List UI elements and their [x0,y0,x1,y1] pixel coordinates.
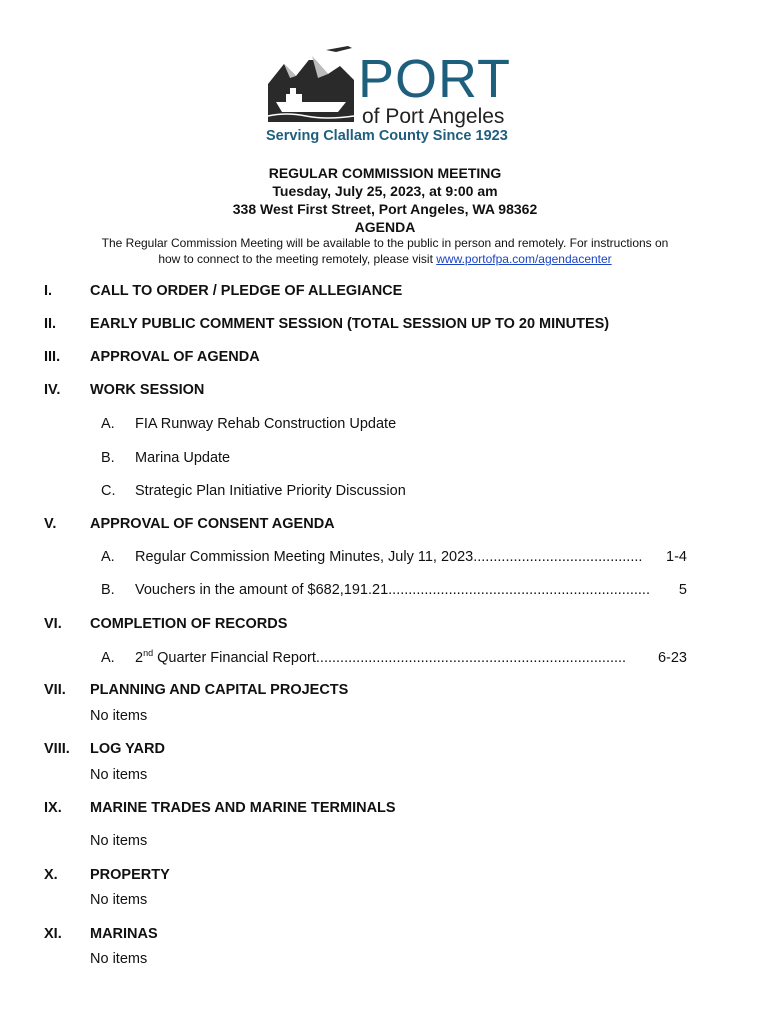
section-title: PLANNING AND CAPITAL PROJECTS [90,682,349,698]
section-number: III. [44,349,61,365]
section-title: MARINE TRADES AND MARINE TERMINALS [90,800,396,816]
item-letter: A. [101,549,115,565]
item-letter: A. [101,650,115,666]
logo-subtitle: of Port Angeles [362,105,505,128]
item-text-rest: Quarter Financial Report............................................................................. [153,650,627,666]
section-title: APPROVAL OF CONSENT AGENDA [90,516,335,532]
no-items-note: No items [90,708,148,724]
logo-word: PORT [358,49,512,109]
intro-line-2: how to connect to the meeting remotely, please visit [158,252,437,266]
item-letter: A. [101,416,115,432]
item-page: 1-4 [666,549,687,565]
intro-line-1: The Regular Commission Meeting will be available to the public in person and remotely. For instructions on [101,236,669,250]
section-number: VIII. [44,741,70,757]
section-number: IV. [44,382,61,398]
logo-tagline: Serving Clallam County Since 1923 [266,128,508,144]
meeting-date: Tuesday, July 25, 2023, at 9:00 am [272,183,498,199]
item-letter: B. [101,582,115,598]
item-text: FIA Runway Rehab Construction Update [135,416,397,432]
port-logo [266,44,512,144]
section-title: COMPLETION OF RECORDS [90,616,288,632]
item-text: Vouchers in the amount of $682,191.21................................................................. [135,582,650,598]
item-page: 5 [678,582,687,598]
no-items-note: No items [90,833,148,849]
section-title: WORK SESSION [90,382,205,398]
section-number: XI. [44,926,62,942]
intro-text [80,235,690,267]
ordinal-suffix: nd [143,648,154,659]
item-letter: C. [101,483,116,499]
section-title: MARINAS [90,926,158,942]
item-text: Marina Update [135,450,231,466]
section-title: LOG YARD [90,741,165,757]
section-number: VI. [44,616,62,632]
section-number: VII. [44,682,66,698]
no-items-note: No items [90,892,148,908]
no-items-note: No items [90,767,148,783]
section-title: APPROVAL OF AGENDA [90,349,260,365]
section-number: II. [44,316,57,332]
section-title: CALL TO ORDER / PLEDGE OF ALLEGIANCE [90,283,403,299]
agenda-heading: AGENDA [354,219,416,235]
section-title: EARLY PUBLIC COMMENT SESSION (TOTAL SESSION UP TO 20 MINUTES) [90,316,610,332]
meeting-address: 338 West First Street, Port Angeles, WA 98362 [232,201,538,217]
ordinal-number: 2 [135,650,144,666]
item-page: 6-23 [657,650,687,666]
section-number: I. [44,283,53,299]
section-number: X. [44,867,58,883]
agenda-center-link[interactable]: www.portofpa.com/agendacenter [436,252,612,266]
item-text [135,649,626,667]
item-letter: B. [101,450,115,466]
no-items-note: No items [90,951,148,967]
mountain-ship-logo-icon [266,44,358,128]
section-number: V. [44,516,57,532]
meeting-header [0,164,770,236]
item-text: Regular Commission Meeting Minutes, July 11, 2023.......................................... [135,549,643,565]
meeting-title: REGULAR COMMISSION MEETING [268,165,502,181]
section-title: PROPERTY [90,867,170,883]
section-number: IX. [44,800,62,816]
item-text: Strategic Plan Initiative Priority Discussion [135,483,406,499]
